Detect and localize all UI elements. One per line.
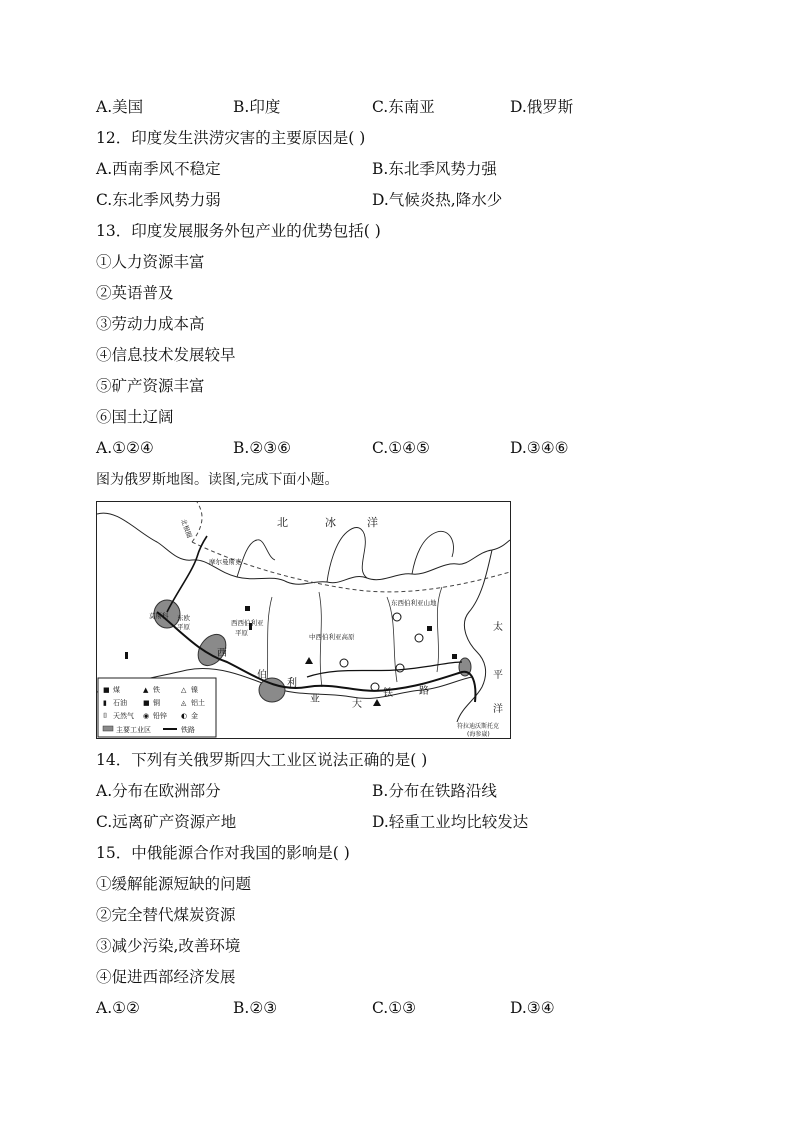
ocean-char-2: 冰 <box>325 516 336 529</box>
label-murmansk: 摩尔曼斯克 <box>209 558 242 566</box>
legend-sym-leadzinc: ◉ <box>143 712 150 720</box>
label-west-siberia: 西西伯利亚 <box>231 619 264 627</box>
q12-option-b: B.东北季风势力强 <box>372 160 497 178</box>
legend-sym-copper: ■ <box>143 699 150 707</box>
q14-option-c: C.远离矿产资源产地 <box>96 813 237 831</box>
q14-option-a: A.分布在欧洲部分 <box>96 782 221 800</box>
label-central-siberia: 中西伯利亚高原 <box>309 633 355 641</box>
q12-option-c: C.东北季风势力弱 <box>96 191 221 209</box>
legend-sym-gold: ◐ <box>181 712 188 720</box>
label-west-siberia-plain: 平原 <box>235 629 248 637</box>
q13-option-a: A.①②④ <box>96 439 154 457</box>
legend-label-railway: 铁路 <box>181 726 195 734</box>
q13-option-d: D.③④⑥ <box>510 439 569 457</box>
industrial-zone-kuzbass <box>259 678 285 702</box>
railway-char-7: 路 <box>419 686 429 697</box>
q15-item-2: ②完全替代煤炭资源 <box>96 906 236 924</box>
q15-option-b: B.②③ <box>233 999 278 1017</box>
q11-option-d: D.俄罗斯 <box>510 98 574 116</box>
q13-item-3: ③劳动力成本高 <box>96 315 205 333</box>
q13-item-1: ①人力资源丰富 <box>96 253 205 271</box>
map-coastline <box>97 513 510 584</box>
label-east-europe-plain: 平原 <box>177 623 190 631</box>
legend-label-oil: 石油 <box>113 699 127 707</box>
legend-label-gas: 天然气 <box>113 712 134 720</box>
q15-item-3: ③减少污染,改善环境 <box>96 937 241 955</box>
legend-label-industrial: 主要工业区 <box>116 726 151 734</box>
russia-map <box>96 501 511 739</box>
ocean-char-1: 北 <box>277 516 288 529</box>
legend-sym-iron: ▲ <box>143 686 149 694</box>
railway-char-3: 利 <box>287 678 297 689</box>
q14-option-d: D.轻重工业均比较发达 <box>372 813 529 831</box>
q11-option-a: A.美国 <box>96 98 144 116</box>
legend-label-iron: 铁 <box>153 686 160 694</box>
pacific-char-1: 太 <box>493 622 503 633</box>
q15-option-a: A.①② <box>96 999 140 1017</box>
railway-char-4: 亚 <box>310 694 320 705</box>
label-arctic-circle: 北极圈 <box>179 517 194 540</box>
q14-option-b: B.分布在铁路沿线 <box>372 782 497 800</box>
ocean-char-3: 洋 <box>367 516 378 529</box>
q13-stem: 13．印度发展服务外包产业的优势包括( ) <box>96 222 381 240</box>
map-river-3 <box>387 597 397 682</box>
map-river-1 <box>267 597 272 682</box>
legend-sym-bauxite: ◬ <box>181 699 187 707</box>
q13-item-6: ⑥国土辽阔 <box>96 408 174 426</box>
legend-label-leadzinc: 铅锌 <box>153 712 167 720</box>
q11-option-c: C.东南亚 <box>372 98 435 116</box>
q15-stem: 15．中俄能源合作对我国的影响是( ) <box>96 844 350 862</box>
legend-label-gold: 金 <box>191 712 198 720</box>
pacific-char-2: 平 <box>493 670 503 681</box>
legend-sym-gas: ⌷ <box>103 712 108 720</box>
label-east-europe: 东欧 <box>177 614 190 622</box>
q15-option-c: C.①③ <box>372 999 417 1017</box>
map-coastline-north <box>237 528 454 582</box>
map-legend <box>98 678 216 737</box>
q11-option-b: B.印度 <box>233 98 281 116</box>
legend-swatch-industrial <box>103 726 113 731</box>
q12-stem: 12．印度发生洪涝灾害的主要原因是( ) <box>96 129 366 147</box>
legend-sym-coal: ■ <box>103 686 110 694</box>
map-intro: 图为俄罗斯地图。读图,完成下面小题。 <box>96 472 339 488</box>
label-east-siberia: 东西伯利亚山地 <box>391 599 437 607</box>
legend-sym-oil: ▮ <box>103 699 107 707</box>
q13-item-5: ⑤矿产资源丰富 <box>96 377 205 395</box>
q13-item-2: ②英语普及 <box>96 284 174 302</box>
railway-char-1: 西 <box>217 648 227 659</box>
legend-sym-nickel: △ <box>181 686 187 694</box>
q14-stem: 14．下列有关俄罗斯四大工业区说法正确的是( ) <box>96 751 428 769</box>
q15-item-4: ④促进西部经济发展 <box>96 968 236 986</box>
q13-item-4: ④信息技术发展较早 <box>96 346 236 364</box>
label-vladivostok: 符拉迪沃斯托克 <box>457 723 500 730</box>
legend-label-coal: 煤 <box>113 686 120 694</box>
q13-option-b: B.②③⑥ <box>233 439 292 457</box>
label-haishenwai: (海参崴) <box>467 731 490 738</box>
q15-item-1: ①缓解能源短缺的问题 <box>96 875 252 893</box>
railway-char-2: 伯 <box>257 670 267 681</box>
legend-label-bauxite: 铝土 <box>191 699 205 707</box>
railway-char-6: 铁 <box>383 688 393 699</box>
railway-char-5: 大 <box>352 699 362 710</box>
legend-label-nickel: 镍 <box>191 686 198 694</box>
q13-option-c: C.①④⑤ <box>372 439 430 457</box>
q15-option-d: D.③④ <box>510 999 555 1017</box>
legend-label-copper: 铜 <box>153 699 160 707</box>
label-moscow: 莫斯科 <box>149 612 169 620</box>
q12-option-a: A.西南季风不稳定 <box>96 160 221 178</box>
railway-north <box>167 536 207 612</box>
map-river-4 <box>437 587 442 672</box>
pacific-char-3: 洋 <box>493 704 503 715</box>
q12-option-d: D.气候炎热,降水少 <box>372 191 503 209</box>
russia-map-svg <box>97 502 510 738</box>
railway-baikal <box>307 662 462 677</box>
